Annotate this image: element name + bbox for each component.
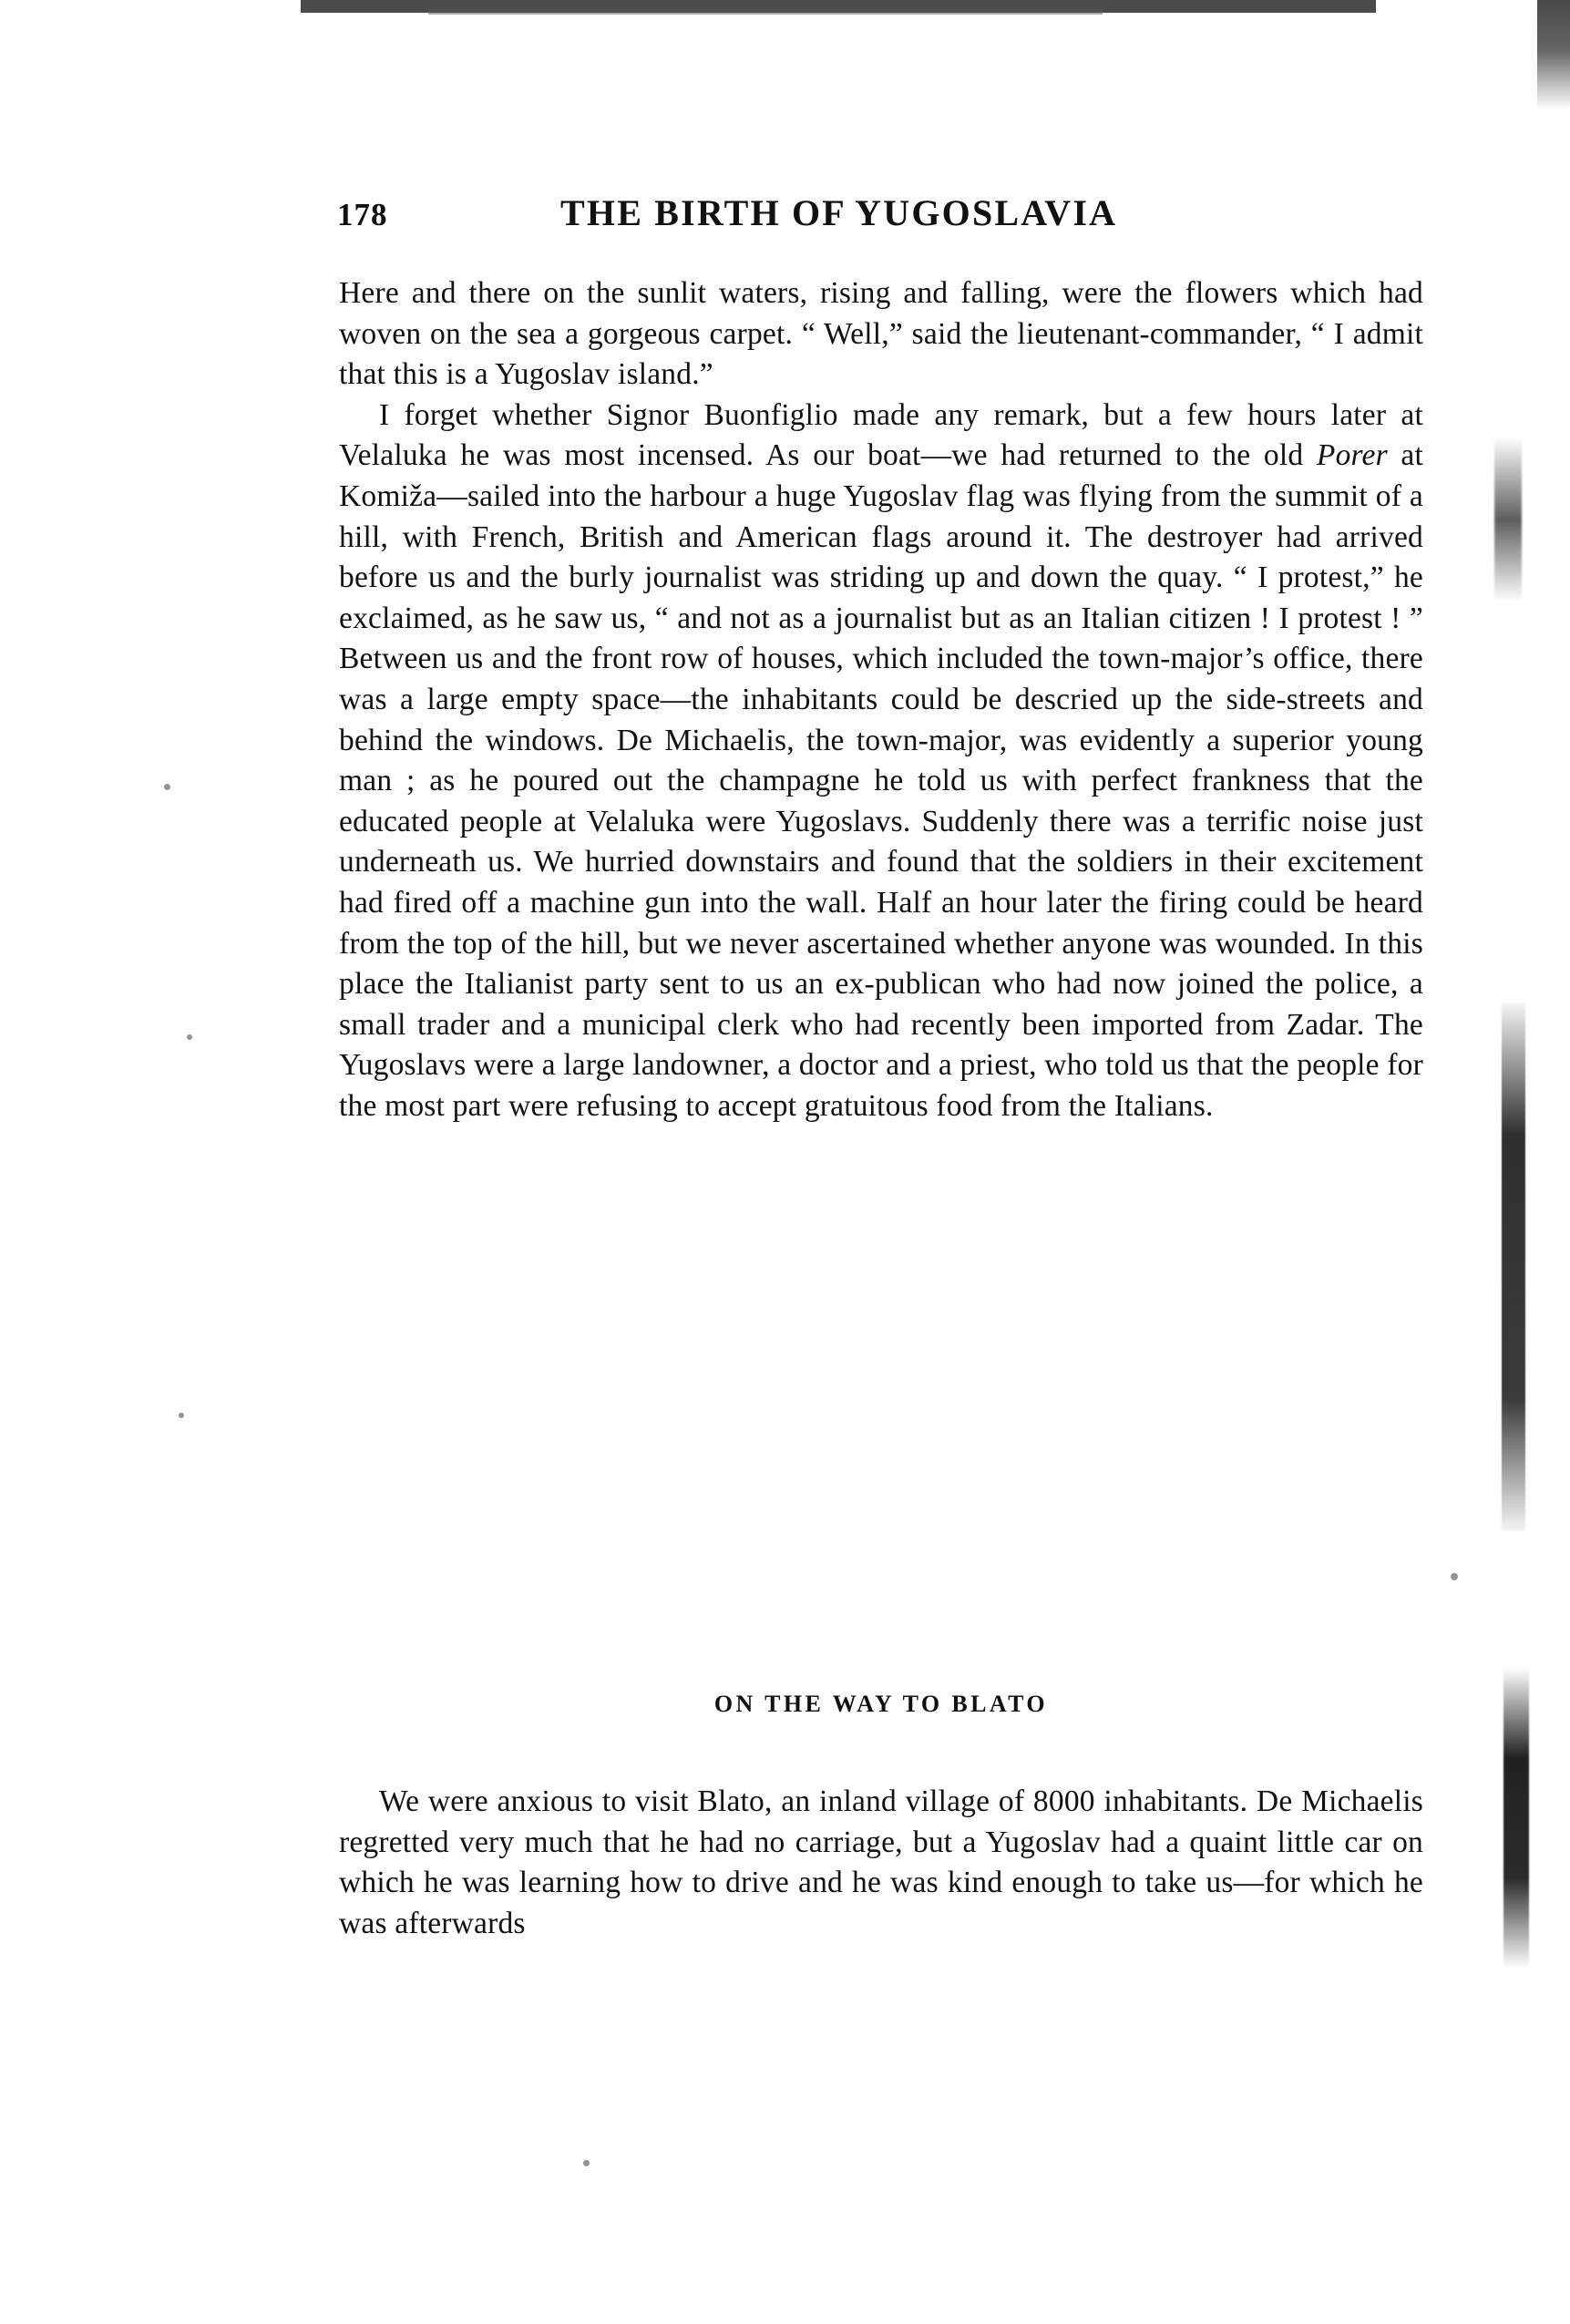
italic-ship-name: Porer xyxy=(1316,438,1388,473)
body-text-block xyxy=(339,273,1423,1126)
scan-smudge-artifact-right-middle xyxy=(1502,1003,1525,1531)
page-header xyxy=(337,191,1421,242)
paragraph-2: I forget whether Signor Buonfiglio made any remark, but a few hours later at Velaluka he was most incensed. As our boat—we had returned to the old Porer at Komiža—sailed into the harbour a huge Yugoslav flag was flying from the summit of a hill, with French, British and American flags around it. The destroyer had arrived before us and the burly journalist was striding up and down the quay. “ I protest,” he exclaimed, as he saw us, “ and not as a journalist but as an Italian citizen ! I protest ! ” Between us and the front row of houses, which included the town-major’s office, there was a large empty space—the inhabitants could be descried up the side-streets and behind the windows. De Michaelis, the town-major, was evidently a superior young man ; as he poured out the champagne he told us with perfect frankness that the educated people at Velaluka were Yugoslavs. Suddenly there was a terrific noise just underneath us. We hurried downstairs and found that the soldiers in their excitement had fired off a machine gun into the wall. Half an hour later the firing could be heard from the top of the hill, but we never ascertained whether anyone was wounded. In this place the Italianist party sent to us an ex-publican who had now joined the police, a small trader and a municipal clerk who had recently been imported from Zadar. The Yugoslavs were a large landowner, a doctor and a priest, who told us that the people for the most part were refusing to accept gratuitous food from the Italians. xyxy=(339,397,1424,1123)
scan-smudge-artifact-right-upper xyxy=(1494,437,1522,602)
paragraph-3: We were anxious to visit Blato, an inland village of 8000 inhabitants. De Michaelis regretted very much that he had no carriage, but a Yugoslav had a quaint little car on which he was learning how to drive and he was kind enough to take us—for which he was afterwards xyxy=(339,1784,1423,1940)
section-body-text-block xyxy=(339,1782,1423,1944)
scan-speck-left-middle xyxy=(187,1034,192,1040)
scan-smudge-artifact-right-lower xyxy=(1503,1668,1529,1969)
scan-speck-left-upper xyxy=(164,784,170,790)
section-heading: ON THE WAY TO BLATO xyxy=(713,1691,1049,1717)
scan-speck-right-lower xyxy=(1451,1573,1458,1580)
scan-edge-artifact-top-secondary xyxy=(428,9,1103,15)
page-number: 178 xyxy=(337,197,388,232)
scan-speck-left-lower xyxy=(179,1413,184,1418)
scan-speck-bottom xyxy=(583,2160,590,2166)
running-title: THE BIRTH OF YUGOSLAVIA xyxy=(560,192,1118,233)
scan-corner-artifact-top-right xyxy=(1537,0,1570,109)
paragraph-1: Here and there on the sunlit waters, rising and falling, were the flowers which had woven on the sea a gorgeous carpet. “ Well,” said the lieutenant-commander, “ I admit that this is a Yugoslav island.” xyxy=(339,276,1423,392)
